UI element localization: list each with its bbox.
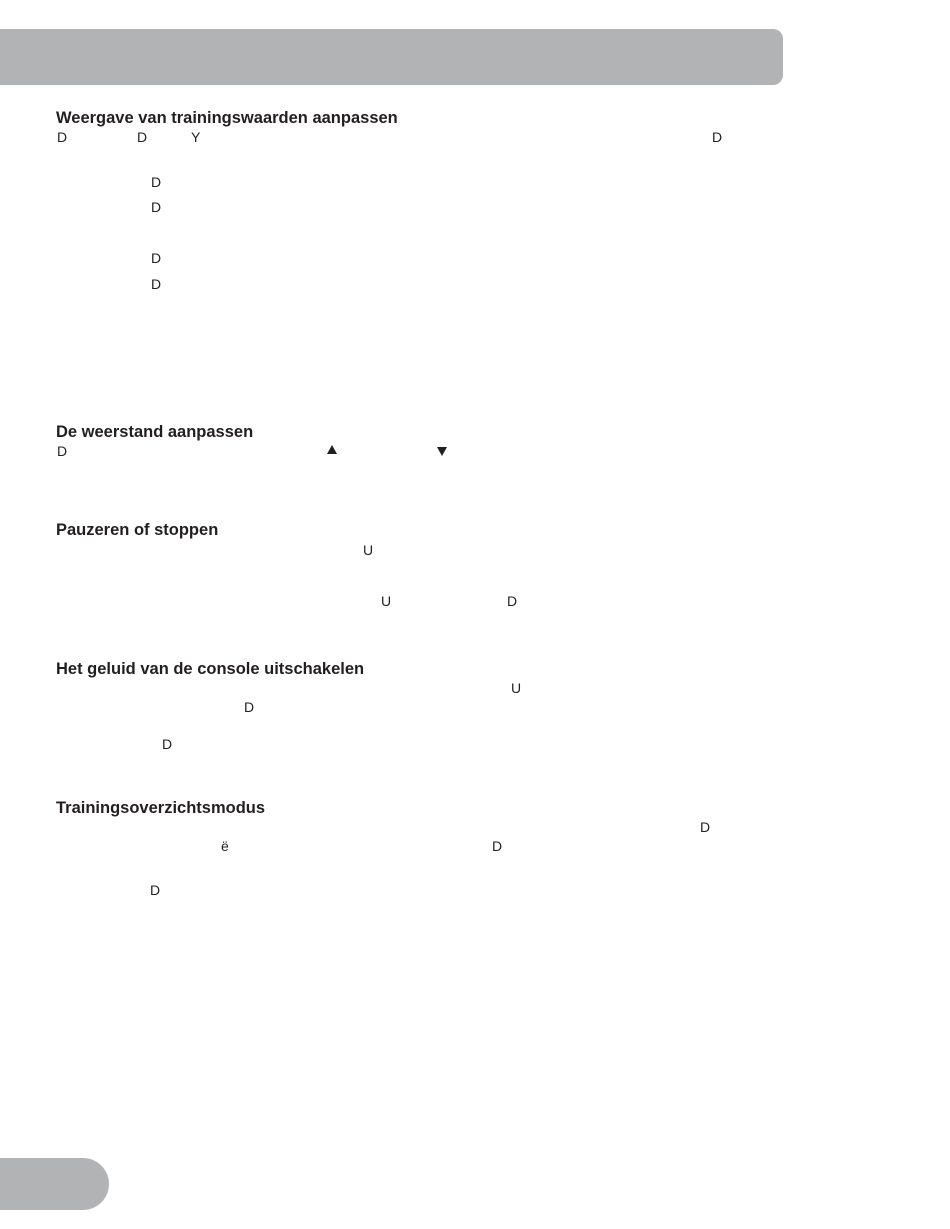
up-arrow-icon <box>327 445 337 454</box>
glyph: D <box>150 882 161 898</box>
section-heading-overzicht: Trainingsoverzichtsmodus <box>56 799 266 817</box>
glyph: D <box>137 129 148 145</box>
section-heading-geluid: Het geluid van de console uitschakelen <box>56 660 365 678</box>
glyph: D <box>57 129 68 145</box>
glyph: D <box>151 250 162 266</box>
glyph: D <box>507 593 518 609</box>
glyph: D <box>57 443 68 459</box>
down-arrow-icon <box>437 447 447 456</box>
section-heading-pauzeren: Pauzeren of stoppen <box>56 521 219 539</box>
glyph: ë <box>221 838 229 854</box>
page-tab <box>0 1158 109 1210</box>
glyph: U <box>511 680 522 696</box>
glyph: D <box>700 819 711 835</box>
section-heading-weerstand: De weerstand aanpassen <box>56 423 254 441</box>
glyph: Y <box>191 129 201 145</box>
glyph: D <box>244 699 255 715</box>
glyph: D <box>151 276 162 292</box>
glyph: U <box>381 593 392 609</box>
glyph: D <box>712 129 723 145</box>
header-bar <box>0 29 783 85</box>
glyph: D <box>492 838 503 854</box>
glyph: D <box>151 174 162 190</box>
glyph: D <box>151 199 162 215</box>
glyph: D <box>162 736 173 752</box>
glyph: U <box>363 542 374 558</box>
section-heading-weergave: Weergave van trainingswaarden aanpassen <box>56 109 398 127</box>
